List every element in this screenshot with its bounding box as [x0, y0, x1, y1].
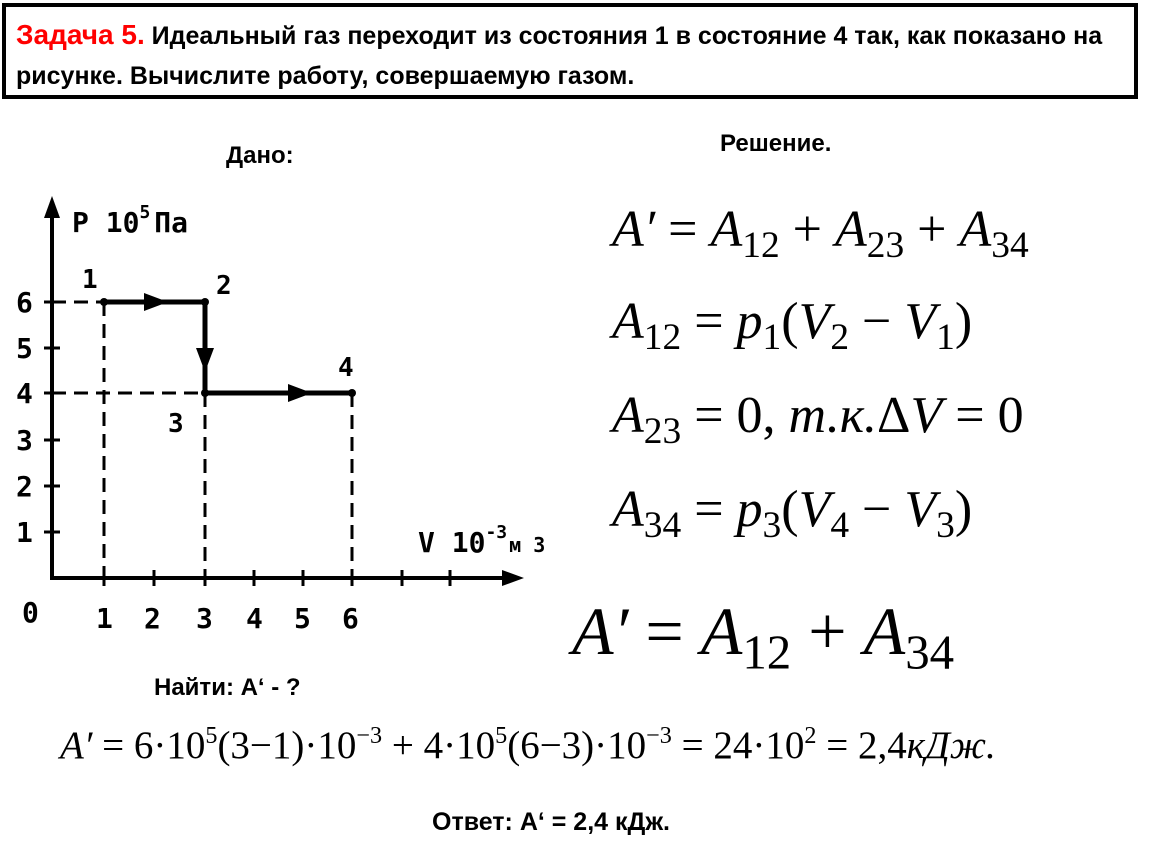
formula-total-simplified: $A' = A_{12} + A_{34}$ — [572, 593, 955, 680]
v-tick-3: 3 — [196, 602, 213, 635]
v-axis-arrow-icon — [502, 570, 524, 586]
state-label-2: 2 — [216, 271, 232, 301]
state-label-4: 4 — [338, 353, 354, 383]
p-tick-4: 4 — [16, 377, 33, 410]
task-statement — [2, 3, 1138, 99]
formula-work-34: $A_{34} = p_3(V_4 - V_3)$ — [612, 481, 973, 547]
state-point-3 — [201, 389, 209, 397]
formula-total-work: $A' = A_{12} + A_{23} + A_{34}$ — [612, 201, 1029, 267]
arrow-2-3-icon — [196, 348, 214, 372]
p-tick-6: 6 — [16, 286, 33, 319]
state-point-1 — [100, 298, 108, 306]
pv-diagram — [0, 190, 590, 640]
p-axis-arrow-icon — [44, 196, 60, 218]
answer-line: Ответ: A‘ = 2,4 кДж. — [432, 808, 671, 836]
task-text: Идеальный газ переходит из состояния 1 в состояние 4 так, как показано на рисунке. Вычислите работу, совершаемую газом. — [16, 22, 1103, 90]
v-axis-label: V $10^{-3}_{м 3}$ — [418, 522, 546, 559]
origin-label: 0 — [22, 596, 39, 629]
v-tick-5: 5 — [294, 602, 311, 635]
find-heading: Найти: A‘ - ? — [154, 674, 301, 701]
state-point-2 — [201, 298, 209, 306]
v-tick-4: 4 — [246, 602, 263, 635]
arrow-3-4-icon — [288, 384, 312, 402]
formula-work-23: $A_{23} = 0$, т.к.ΔV = 0 — [612, 387, 1024, 453]
arrow-1-2-icon — [144, 293, 168, 311]
p-tick-3: 3 — [16, 424, 33, 457]
state-label-1: 1 — [82, 265, 98, 295]
given-heading: Дано: — [226, 142, 294, 169]
state-point-4 — [348, 389, 356, 397]
formula-work-12: $A_{12} = p_1(V_2 - V_1)$ — [612, 293, 973, 359]
v-tick-6: 6 — [342, 602, 359, 635]
p-tick-2: 2 — [16, 470, 33, 503]
formula-calculation: $A' = 6\cdot 10^5(3-1)\cdot 10^{-3} + 4\cdot 10^5(6-3)\cdot 10^{-3} = 24\cdot 10^2 = 2,4кДж$. — [60, 722, 996, 767]
p-axis-label: P $10^5$ Па — [72, 202, 188, 239]
p-tick-1: 1 — [16, 516, 33, 549]
v-tick-2: 2 — [144, 602, 161, 635]
task-label: Задача 5. — [16, 19, 145, 50]
formula-total-work-lhs: A′ — [612, 201, 656, 258]
v-tick-1: 1 — [96, 602, 113, 635]
state-label-3: 3 — [168, 409, 184, 439]
p-tick-5: 5 — [16, 332, 33, 365]
solution-heading: Решение. — [720, 130, 832, 157]
